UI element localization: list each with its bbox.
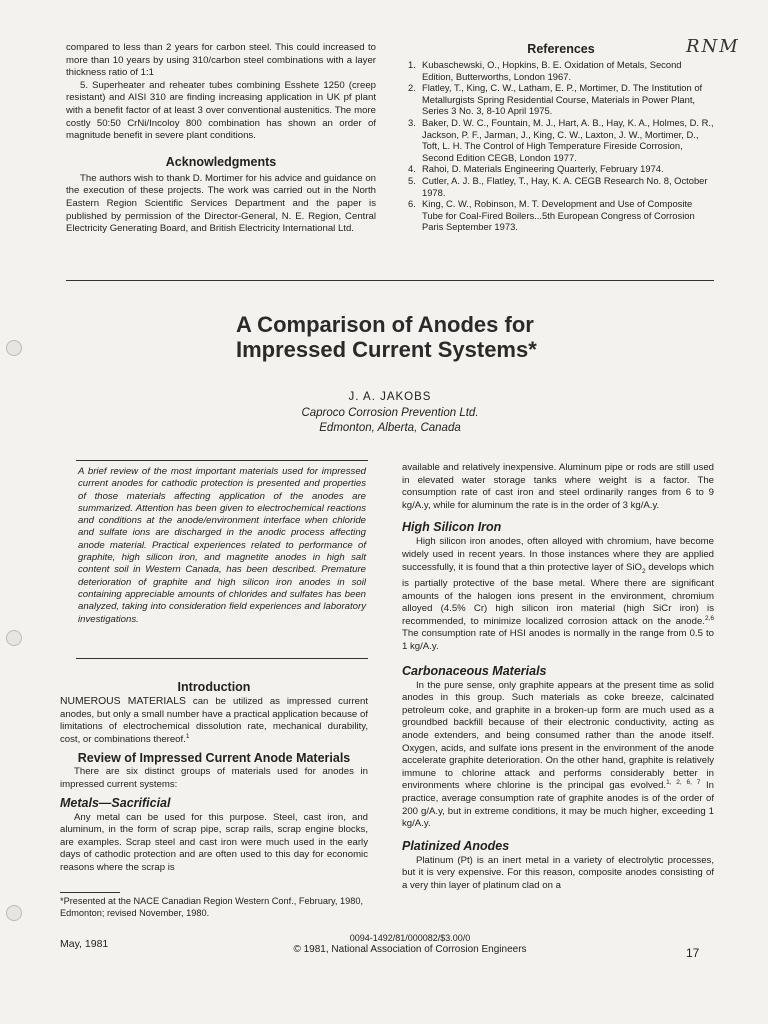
- intro-ref: 1: [185, 732, 190, 740]
- reference-text: Baker, D. W. C., Fountain, M. J., Hart, A. B., Hay, K. A., Holmes, D. R., Jackson, P. F., Jarman, J., King, C. W., Laxton, J. W., Mortimer, D., Toft, L. H. The Control of High Temperature Fireside Corrosion, Second Edition CEGB, London 1977.: [422, 116, 714, 163]
- hsi-ref: 2,6: [704, 614, 714, 622]
- hsi-text-c: The consumption rate of HSI anodes is normally in the range from 0.5 to 1 kg/A.y.: [402, 628, 714, 653]
- continued-metals-text: available and relatively inexpensive. Aluminum pipe or rods are still used in elevated water storage tanks where weight is a factor. The consumption rate of cast iron and steel ordinarily ranges from 6 to 9 kg/A.y, while for aluminum the rate is in the order of 3 kg/A.y.: [402, 462, 714, 511]
- reference-item: [408, 117, 714, 163]
- affiliation-line1: Caproco Corrosion Prevention Ltd.: [301, 406, 479, 419]
- hsi-subscript: 2: [641, 567, 646, 575]
- article-title-line1: A Comparison of Anodes for: [236, 312, 534, 337]
- reference-item: [408, 198, 714, 233]
- reference-text: Kubaschewski, O., Hopkins, B. E. Oxidation of Metals, Second Edition, Butterworths, London 1967.: [422, 59, 682, 82]
- high-silicon-iron-heading: High Silicon Iron: [402, 520, 502, 535]
- binding-hole-icon: [6, 630, 22, 646]
- reference-item: [408, 82, 714, 117]
- intro-lead: NUMEROUS MATERIALS: [60, 696, 186, 707]
- handwritten-note: RNM: [686, 36, 740, 57]
- reference-item: [408, 163, 714, 175]
- abstract-bottom-rule: [76, 658, 368, 659]
- review-text: There are six distinct groups of materials used for anodes in impressed current systems:: [60, 766, 368, 790]
- page-number: 17: [686, 946, 700, 960]
- footnote-block: [60, 896, 368, 919]
- acknowledgments-text: The authors wish to thank D. Mortimer for his advice and guidance on the execution of these projects. The work was carried out in the North Eastern Region Scientific Services Department and the paper is published by permission of the Director-General, N. E. Region, Central Electricity Generating Board, and British Electricity International Ltd.: [66, 172, 376, 235]
- section-divider: [66, 280, 714, 281]
- reference-text: Flatley, T., King, C. W., Latham, E. P., Mortimer, D. The Institution of Metallurgists Spring Residential Course, Materials in Power Plant, Series 3 No. 3, 8-10 April 1975.: [422, 82, 703, 117]
- continued-paragraph: compared to less than 2 years for carbon steel. This could increased to more than 10 years by using 310/carbon steel combinations with a layer thickness ratio of 1:1: [66, 42, 376, 79]
- references-section: [408, 42, 714, 233]
- author: J. A. JAKOBS: [348, 391, 432, 403]
- review-heading: Review of Impressed Current Anode Materials: [77, 751, 351, 766]
- reference-number: 1.: [408, 59, 416, 70]
- left-column: [60, 680, 368, 875]
- reference-text: King, C. W., Robinson, M. T. Development and Use of Composite Tube for Coal-Fired Boilers...5th European Congress of Corrosion Paris September 1973.: [422, 198, 695, 233]
- reference-number: 6.: [408, 198, 416, 210]
- binding-hole-icon: [6, 905, 22, 921]
- references-list: [408, 59, 714, 233]
- carbonaceous-text: [402, 680, 714, 831]
- carb-text-a: In the pure sense, only graphite appears at the present time as solid anodes in this group. Such materials as coke breeze, calcinated petroleum coke, and graphite in a broken-up form are much used as a groundbed backfill because of their electronic conductivity, acting as anode extenders, and being consumed rather than the anode itself. Oxygen, acids, and sulfate ions present in the environment of the anode accelerate graphite deterioration. On the other hand, graphite is relatively immune to chlorine attack and performs considerably better in environments where chlorine is the principal gas evolved.: [402, 679, 714, 792]
- reference-number: 2.: [408, 82, 416, 94]
- title-block: [236, 312, 656, 362]
- intro-body: can be utilized as impressed current anodes, but only a small number have a practical application because of limitations of electrochemical dissolution rate, mechanical durability, cost, or combinations thereof.: [60, 696, 368, 745]
- references-heading: References: [527, 42, 595, 56]
- article-title-line2: Impressed Current Systems*: [236, 337, 537, 362]
- abstract-text: A brief review of the most important materials used for impressed current anodes for cathodic protection is presented and properties of those materials affecting application of the anodes are summarized. Attention has been given to electrochemical reactions and conditions at the anode/environment interface when chloride and sulfate ions are discharged in the anodic process affecting anode material. Practical experiences related to performance of graphite, high silicon iron, and magnetite anodes in high salt content soil in Western Canada, has been described. Premature deterioration of graphite and high silicon iron anodes in soil containing appreciable amounts of chlorides and sulfates has been analyzed, taking into consideration field experiences and laboratory investigations.: [78, 466, 366, 625]
- footer-date: May, 1981: [60, 938, 109, 950]
- reference-text: Rahoi, D. Materials Engineering Quarterly, February 1974.: [422, 163, 664, 175]
- hsi-text-b: develops which is partially protective of the base metal. Where there are significant amounts of the halogen ions present in the environment, chromium alloyed (4.5% Cr) high silicon iron material (high SiCr iron) is recommended, to minimize localized corrosion attack on the anode.: [402, 561, 714, 627]
- reference-number: 5.: [408, 174, 416, 186]
- carb-ref: 1, 2, 6, 7: [666, 779, 701, 787]
- footer-code: 0094-1492/81/000082/$3.00/0: [349, 933, 471, 943]
- binding-hole-icon: [6, 340, 22, 356]
- carb-text-b: In practice, average consumption rate of graphite anodes is of the order of 200 g/A.y, but in extreme conditions, it may be much higher, exceeding 1 kg/A.y.: [402, 780, 715, 830]
- footnote-rule: [60, 892, 120, 893]
- footnote-text: *Presented at the NACE Canadian Region Western Conf., February, 1980, Edmonton; revised November, 1980.: [60, 896, 364, 918]
- metals-text: Any metal can be used for this purpose. Steel, cast iron, and aluminum, in the form of scrap pipe, scrap rails, scrap engine blocks, are examples. Scrap steel and cast iron were much used in the early days of cathodic protection and are often used to this day for economic reasons where the scrap is: [60, 811, 368, 873]
- acknowledgments-heading: Acknowledgments: [165, 154, 277, 169]
- abstract-top-rule: [76, 460, 368, 461]
- reference-item: [408, 59, 714, 82]
- affiliation-line2: Edmonton, Alberta, Canada: [319, 422, 461, 434]
- abstract-box: [78, 466, 366, 626]
- right-column: [402, 462, 714, 893]
- footer-copyright: © 1981, National Association of Corrosion Engineers: [293, 944, 527, 955]
- high-silicon-iron-text: [402, 536, 714, 653]
- introduction-heading: Introduction: [177, 680, 251, 694]
- metals-heading: Metals—Sacrificial: [60, 795, 171, 810]
- reference-text: Cutler, A. J. B., Flatley, T., Hay, K. A. CEGB Research No. 8, October 1978.: [422, 174, 708, 198]
- carbonaceous-heading: Carbonaceous Materials: [402, 663, 547, 678]
- reference-number: 4.: [408, 163, 416, 175]
- hsi-text-a: High silicon iron anodes, often alloyed with chromium, have become widely used in recent years. In those instances where they are applied successfully, it is found that a thin protective layer of SiO: [402, 536, 714, 573]
- top-left-column: [66, 42, 376, 236]
- reference-number: 3.: [408, 116, 416, 128]
- introduction-text: [60, 696, 368, 746]
- reference-item: [408, 175, 714, 198]
- byline: [240, 390, 540, 437]
- platinized-heading: Platinized Anodes: [402, 838, 510, 853]
- item-5-paragraph: 5. Superheater and reheater tubes combining Esshete 1250 (creep resistant) and AISI 310 are finding increasing application in UK pf plant with a benefit factor of at least 3 over conventional austenitics. The more costly 50:50 CrNi/Incoloy 800 combination has shown an order of magnitude benefit in severe plant conditions.: [66, 79, 376, 142]
- platinized-text: Platinum (Pt) is an inert metal in a variety of electrolytic processes, but it is very expensive. For this reason, composite anodes consisting of a very thin layer of platinum clad on a: [402, 854, 714, 891]
- footer-center: [250, 932, 570, 956]
